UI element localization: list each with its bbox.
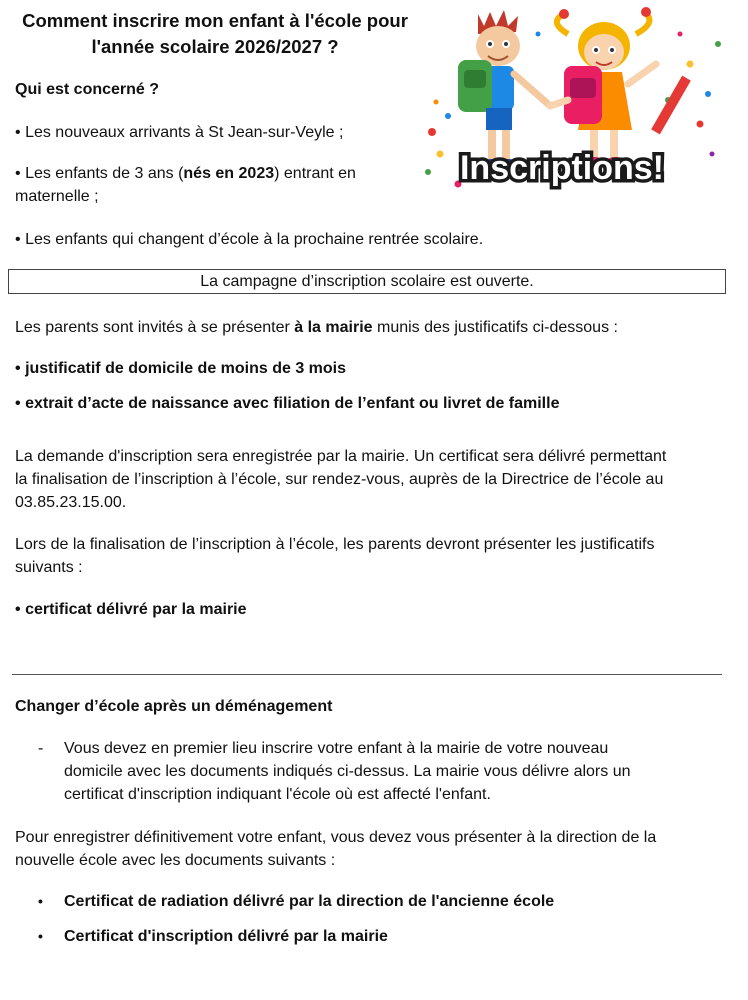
parents-intro: [15, 316, 618, 339]
moving-dash-item: [38, 737, 718, 807]
concerned-item-1: [15, 121, 343, 144]
moving-dash-line-1: Vous devez en premier lieu inscrire votre enfant à la mairie de votre nouveau: [64, 740, 609, 757]
bullet: •: [15, 231, 21, 248]
parents-intro-mairie: à la mairie: [294, 319, 373, 336]
section-divider: [12, 674, 722, 675]
request-line-2: la finalisation de l’inscription à l’école, sur rendez-vous, auprès de la Directrice de l’école au: [15, 471, 664, 488]
parents-intro-after: munis des justificatifs ci-dessous :: [372, 319, 618, 336]
boy-figure: [458, 10, 548, 169]
required-doc-1-text: justificatif de domicile de moins de 3 mois: [25, 360, 347, 377]
concerned-item-3: [15, 228, 483, 251]
girl-figure: [550, 7, 691, 167]
bullet: •: [38, 928, 43, 944]
moving-dash-line-3: certificat d'inscription indiquant l'école où est affecté l'enfant.: [64, 786, 491, 803]
moving-paragraph: [15, 826, 656, 872]
campaign-open-box: La campagne d’inscription scolaire est ouverte.: [8, 269, 726, 294]
bullet: •: [15, 165, 21, 182]
concerned-item-2: [15, 162, 395, 208]
page-title: Comment inscrire mon enfant à l'école pour l'année scolaire 2026/2027 ?: [22, 10, 408, 57]
request-line-1: La demande d'inscription sera enregistrée par la mairie. Un certificat sera délivré permettant: [15, 448, 667, 465]
moving-doc-2-text: Certificat d'inscription délivré par la mairie: [64, 928, 388, 945]
bullet: •: [15, 124, 21, 141]
bullet: •: [15, 601, 21, 618]
inscriptions-illustration: [418, 4, 728, 214]
finalisation-paragraph: [15, 533, 654, 579]
concerned-item-1-text: Les nouveaux arrivants à St Jean-sur-Veyle ;: [25, 124, 344, 141]
concerned-item-2-text-after: ) entrant en: [274, 165, 356, 182]
bullet: •: [15, 360, 21, 377]
moving-heading: Changer d’école après un déménagement: [15, 698, 333, 715]
request-paragraph: [15, 445, 666, 514]
dash-marker: -: [38, 740, 44, 757]
concerned-item-2-text-before: Les enfants de 3 ans (: [25, 165, 184, 182]
concerned-item-2-year: nés en 2023: [183, 165, 275, 182]
moving-doc-1: [38, 890, 718, 914]
required-doc-2-text: extrait d’acte de naissance avec filiation de l’enfant ou livret de famille: [25, 395, 560, 412]
finalisation-doc: [15, 598, 247, 621]
finalisation-doc-text: certificat délivré par la mairie: [25, 601, 247, 618]
parents-intro-before: Les parents sont invités à se présenter: [15, 319, 295, 336]
moving-paragraph-line-2: nouvelle école avec les documents suivants :: [15, 852, 336, 869]
bullet: •: [38, 893, 43, 909]
request-line-3: 03.85.23.15.00.: [15, 494, 127, 511]
finalisation-line-1: Lors de la finalisation de l’inscription à l’école, les parents devront présenter les justificatifs: [15, 536, 655, 553]
bullet: •: [15, 395, 21, 412]
moving-paragraph-line-1: Pour enregistrer définitivement votre enfant, vous devez vous présenter à la direction de la: [15, 829, 657, 846]
concerned-item-2-line2: maternelle ;: [15, 188, 99, 205]
required-doc-2: [15, 392, 559, 415]
finalisation-line-2: suivants :: [15, 559, 83, 576]
concerned-item-3-text: Les enfants qui changent d’école à la prochaine rentrée scolaire.: [25, 231, 484, 248]
inscriptions-banner: Inscriptions!: [459, 149, 665, 187]
moving-dash-text: [64, 737, 704, 806]
moving-dash-line-2: domicile avec les documents indiqués ci-dessus. La mairie vous délivre alors un: [64, 763, 631, 780]
concerned-heading: Qui est concerné ?: [15, 81, 160, 98]
moving-doc-2: [38, 925, 718, 949]
moving-doc-1-text: Certificat de radiation délivré par la direction de l'ancienne école: [64, 893, 555, 910]
required-doc-1: [15, 357, 346, 380]
